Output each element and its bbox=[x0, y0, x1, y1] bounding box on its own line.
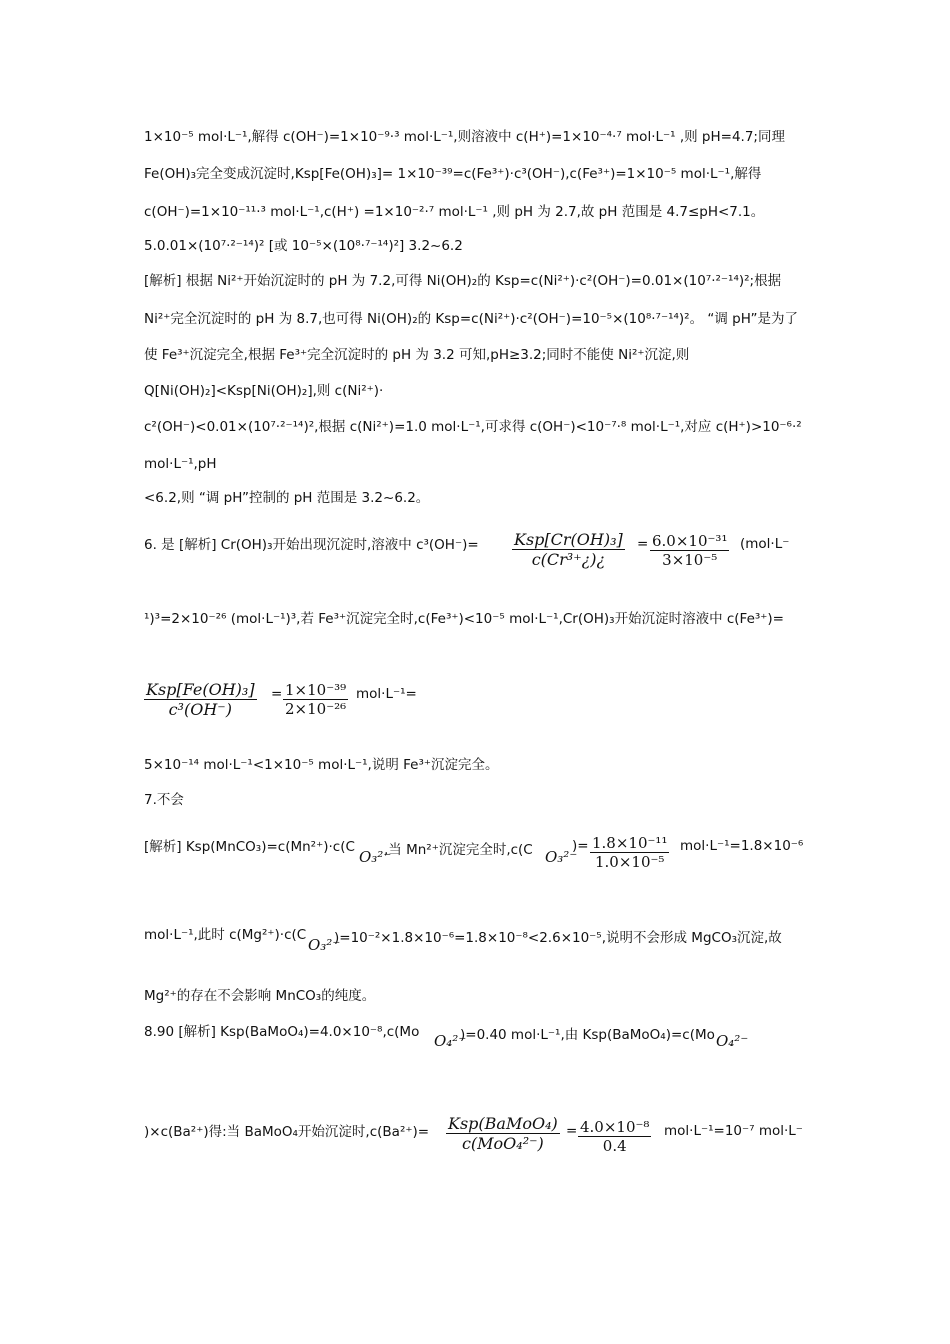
text-line: c²(OH⁻)<0.01×(10⁷·²⁻¹⁴)²,根据 c(Ni²⁺)=1.0 mol·L⁻¹,可求得 c(OH⁻)<10⁻⁷·⁸ mol·L⁻¹,对应 c(H⁺)>10⁻⁶·² bbox=[144, 419, 802, 435]
fraction-denominator: 2×10⁻²⁶ bbox=[285, 700, 347, 718]
equals-sign: )= bbox=[572, 838, 589, 854]
equals-sign: = bbox=[637, 536, 649, 552]
equals-sign: = bbox=[271, 686, 283, 702]
text-fragment: mol·L⁻¹=1.8×10⁻⁶ bbox=[680, 838, 804, 854]
fraction-numerator: 4.0×10⁻⁸ bbox=[580, 1118, 650, 1136]
text-line: mol·L⁻¹,此时 c(Mg²⁺)·c(C bbox=[144, 927, 307, 943]
text-line: Fe(OH)₃完全变成沉淀时,Ksp[Fe(OH)₃]= 1×10⁻³⁹=c(Fe³⁺)·c³(OH⁻),c(Fe³⁺)=1×10⁻⁵ mol·L⁻¹,解得 bbox=[144, 166, 762, 182]
text-fragment: (mol·L⁻ bbox=[740, 536, 790, 552]
text-line: 8.90 [解析] Ksp(BaMoO₄)=4.0×10⁻⁸,c(Mo bbox=[144, 1024, 420, 1040]
text-fragment: )=10⁻²×1.8×10⁻⁶=1.8×10⁻⁸<2.6×10⁻⁵,说明不会形成 MgCO₃沉淀,故 bbox=[334, 930, 782, 946]
ion-formula: O₃²⁻ bbox=[359, 848, 392, 866]
text-line: Mg²⁺的存在不会影响 MnCO₃的纯度。 bbox=[144, 988, 376, 1004]
text-line: [解析] 根据 Ni²⁺开始沉淀时的 pH 为 7.2,可得 Ni(OH)₂的 Ksp=c(Ni²⁺)·c²(OH⁻)=0.01×(10⁷·²⁻¹⁴)²;根据 bbox=[144, 273, 782, 289]
fraction-denominator: c³(OH⁻) bbox=[168, 700, 232, 719]
text-fragment: mol·L⁻¹=10⁻⁷ mol·L⁻ bbox=[664, 1123, 803, 1139]
fraction bbox=[144, 680, 257, 719]
equals-sign: = bbox=[566, 1123, 578, 1139]
text-line: 5.0.01×(10⁷·²⁻¹⁴)² [或 10⁻⁵×(10⁸·⁷⁻¹⁴)²] 3.2~6.2 bbox=[144, 238, 463, 254]
fraction-numerator: 6.0×10⁻³¹ bbox=[652, 532, 728, 550]
fraction-denominator: 0.4 bbox=[602, 1137, 627, 1155]
text-fragment: mol·L⁻¹= bbox=[356, 686, 417, 702]
text-line: 1×10⁻⁵ mol·L⁻¹,解得 c(OH⁻)=1×10⁻⁹·³ mol·L⁻¹,则溶液中 c(H⁺)=1×10⁻⁴·⁷ mol·L⁻¹ ,则 pH=4.7;同理 bbox=[144, 129, 785, 145]
text-line: 使 Fe³⁺沉淀完全,根据 Fe³⁺完全沉淀时的 pH 为 3.2 可知,pH≥3.2;同时不能使 Ni²⁺沉淀,则 bbox=[144, 347, 690, 363]
fraction-denominator: c(MoO₄²⁻) bbox=[461, 1134, 544, 1153]
text-line: Q[Ni(OH)₂]<Ksp[Ni(OH)₂],则 c(Ni²⁺)· bbox=[144, 383, 384, 399]
text-line: ¹)³=2×10⁻²⁶ (mol·L⁻¹)³,若 Fe³⁺沉淀完全时,c(Fe³⁺)<10⁻⁵ mol·L⁻¹,Cr(OH)₃开始沉淀时溶液中 c(Fe³⁺)= bbox=[144, 611, 784, 627]
text-line: 7.不会 bbox=[144, 792, 184, 808]
fraction-numerator: Ksp(BaMoO₄) bbox=[448, 1114, 558, 1133]
text-line: Ni²⁺完全沉淀时的 pH 为 8.7,也可得 Ni(OH)₂的 Ksp=c(Ni²⁺)·c²(OH⁻)=10⁻⁵×(10⁸·⁷⁻¹⁴)²。 “调 pH”是为了 bbox=[144, 311, 798, 327]
text-fragment: )=0.40 mol·L⁻¹,由 Ksp(BaMoO₄)=c(Mo bbox=[460, 1027, 715, 1043]
fraction-denominator: 1.0×10⁻⁵ bbox=[595, 853, 665, 871]
text-line: 6. 是 [解析] Cr(OH)₃开始出现沉淀时,溶液中 c³(OH⁻)= bbox=[144, 537, 479, 553]
fraction bbox=[512, 530, 625, 569]
fraction bbox=[283, 681, 348, 718]
text-fragment: ,当 Mn²⁺沉淀完全时,c(C bbox=[384, 842, 533, 858]
text-line: 5×10⁻¹⁴ mol·L⁻¹<1×10⁻⁵ mol·L⁻¹,说明 Fe³⁺沉淀完全。 bbox=[144, 757, 499, 773]
fraction-denominator: c(Cr³⁺¿)¿ bbox=[531, 550, 606, 569]
text-line: <6.2,则 “调 pH”控制的 pH 范围是 3.2~6.2。 bbox=[144, 490, 430, 506]
fraction-numerator: Ksp[Fe(OH)₃] bbox=[146, 680, 255, 699]
fraction bbox=[446, 1114, 560, 1153]
fraction bbox=[590, 834, 669, 871]
fraction bbox=[578, 1118, 651, 1155]
ion-formula: O₃²⁻ bbox=[308, 936, 341, 954]
fraction-denominator: 3×10⁻⁵ bbox=[662, 551, 718, 569]
text-line: c(OH⁻)=1×10⁻¹¹·³ mol·L⁻¹,c(H⁺) =1×10⁻²·⁷ mol·L⁻¹ ,则 pH 为 2.7,故 pH 范围是 4.7≤pH<7.1。 bbox=[144, 204, 765, 220]
fraction bbox=[650, 532, 729, 569]
fraction-numerator: 1.8×10⁻¹¹ bbox=[592, 834, 668, 852]
ion-formula: O₄²⁻ bbox=[434, 1032, 467, 1050]
ion-formula: O₄²⁻ bbox=[716, 1032, 749, 1050]
text-line: [解析] Ksp(MnCO₃)=c(Mn²⁺)·c(C bbox=[144, 839, 355, 855]
text-line: )×c(Ba²⁺)得:当 BaMoO₄开始沉淀时,c(Ba²⁺)= bbox=[144, 1124, 430, 1140]
text-line: mol·L⁻¹,pH bbox=[144, 456, 217, 472]
fraction-numerator: 1×10⁻³⁹ bbox=[285, 681, 347, 699]
fraction-numerator: Ksp[Cr(OH)₃] bbox=[514, 530, 623, 549]
ion-formula: O₃²⁻ bbox=[545, 848, 578, 866]
